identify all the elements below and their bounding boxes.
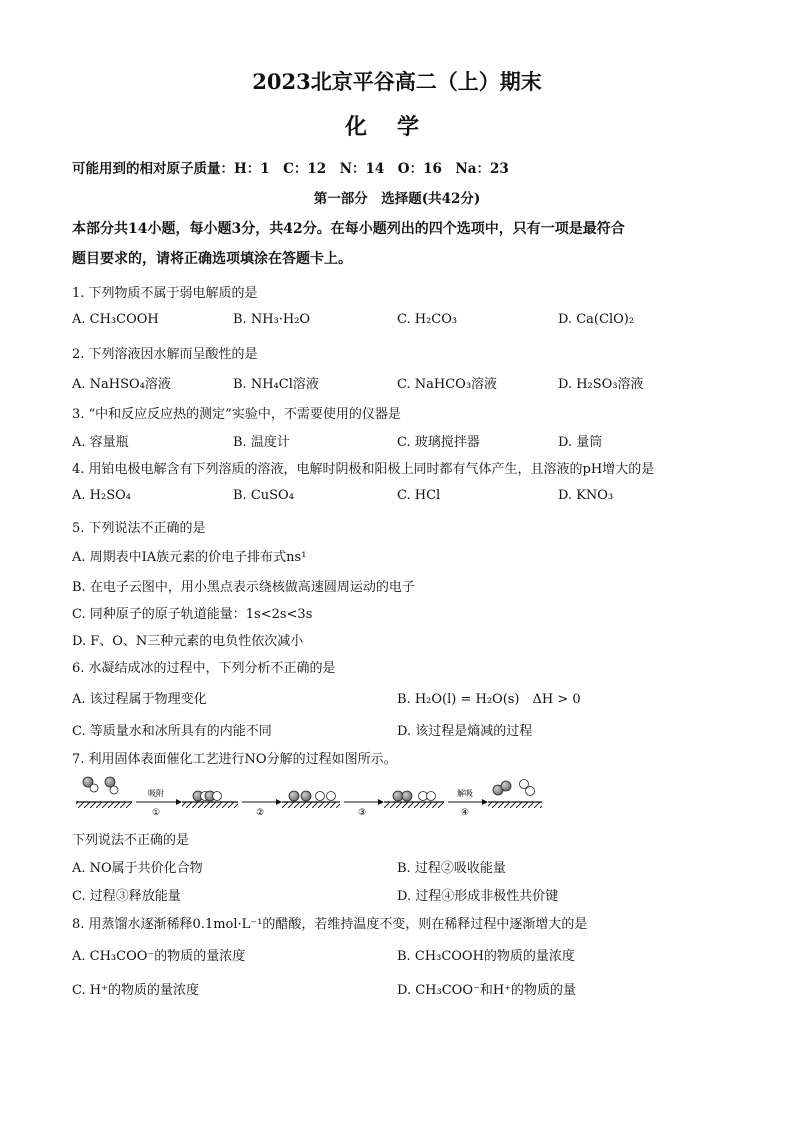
catalyst-surface-3 [282, 802, 340, 808]
question-8-option-b: B. CH₃COOH的物质的量浓度 [397, 949, 575, 964]
page-title: 2023北京平谷高二（上）期末 [252, 69, 542, 94]
question-1-option-d: D. Ca(ClO)₂ [558, 312, 635, 327]
question-1-option-a: A. CH₃COOH [72, 312, 159, 327]
question-7-option-b: B. 过程②吸收能量 [397, 861, 506, 876]
arrow-step-1-label: 吸附 [148, 789, 164, 798]
no-decomposition-diagram [72, 772, 552, 820]
question-3-stem: 3. “中和反应反应热的测定”实验中，不需要使用的仪器是 [72, 407, 401, 422]
question-2-option-d: D. H₂SO₃溶液 [558, 377, 644, 392]
question-3-option-a: A. 容量瓶 [72, 435, 129, 450]
catalyst-surface-2 [182, 802, 238, 808]
question-8-option-a: A. CH₃COO⁻的物质的量浓度 [72, 949, 246, 964]
catalyst-surface-5 [488, 802, 542, 808]
question-2-option-c: C. NaHCO₃溶液 [397, 377, 498, 392]
question-1-stem: 1. 下列物质不属于弱电解质的是 [72, 286, 258, 301]
catalyst-surface-1 [76, 802, 132, 808]
arrow-step-1-number: ① [151, 808, 161, 818]
question-4-option-b: B. CuSO₄ [233, 488, 294, 503]
arrow-step-4-number: ④ [460, 808, 470, 818]
question-5-stem: 5. 下列说法不正确的是 [72, 521, 206, 536]
question-2-option-b: B. NH₄Cl溶液 [233, 377, 319, 392]
question-6-option-c: C. 等质量水和冰所具有的内能不同 [72, 724, 272, 739]
question-6-option-b: B. H₂O(l) = H₂O(s) ΔH > 0 [397, 692, 581, 707]
arrow-step-3-number: ③ [357, 808, 367, 818]
adsorbed-molecules-stage-2 [193, 791, 222, 801]
question-7-option-c: C. 过程③释放能量 [72, 889, 181, 904]
question-5-option-b: B. 在电子云图中，用小黑点表示绕核做高速圆周运动的电子 [72, 580, 415, 595]
question-5-option-a: A. 周期表中IA族元素的价电子排布式ns¹ [72, 550, 307, 565]
arrow-step-4 [448, 788, 488, 818]
question-3-option-c: C. 玻璃搅拌器 [397, 435, 480, 450]
arrow-step-2-number: ② [255, 808, 265, 818]
no-molecules-stage-1 [83, 777, 118, 794]
question-7-option-d: D. 过程④形成非极性共价键 [397, 889, 559, 904]
question-1-option-b: B. NH₃·H₂O [233, 312, 311, 327]
question-4-option-c: C. HCl [397, 488, 441, 503]
question-2-option-a: A. NaHSO₄溶液 [72, 377, 171, 392]
subject-title: 化学 [344, 114, 449, 140]
arrow-step-1 [136, 788, 182, 818]
recombined-molecules-stage-4 [393, 791, 436, 801]
question-1-option-c: C. H₂CO₃ [397, 312, 458, 327]
question-7-stem: 7. 利用固体表面催化工艺进行NO分解的过程如图所示。 [72, 752, 397, 767]
desorbed-molecules-stage-5 [493, 780, 535, 796]
question-7-option-a: A. NO属于共价化合物 [72, 861, 203, 876]
question-2-stem: 2. 下列溶液因水解而呈酸性的是 [72, 347, 258, 362]
question-5-option-d: D. F、O、N三种元素的电负性依次减小 [72, 634, 304, 649]
arrow-step-3 [344, 799, 384, 818]
question-8-option-d: D. CH₃COO⁻和H⁺的物质的量 [397, 983, 577, 998]
question-7-followup: 下列说法不正确的是 [72, 833, 190, 848]
question-3-option-b: B. 温度计 [233, 435, 290, 450]
instructions-line-1: 本部分共14小题，每小题3分，共42分。在每小题列出的四个选项中，只有一项是最符合 [72, 221, 625, 237]
atomic-masses: 可能用到的相对原子质量：H：1 C：12 N：14 O：16 Na：23 [72, 161, 509, 177]
question-4-option-d: D. KNO₃ [558, 488, 614, 503]
dissociated-atoms-stage-3 [289, 791, 336, 801]
question-4-option-a: A. H₂SO₄ [72, 488, 131, 503]
question-3-option-d: D. 量筒 [558, 435, 603, 450]
catalyst-surface-4 [384, 802, 444, 808]
arrow-step-2 [242, 799, 282, 818]
arrow-step-4-label: 解吸 [457, 789, 473, 798]
question-6-option-a: A. 该过程属于物理变化 [72, 692, 207, 707]
question-5-option-c: C. 同种原子的原子轨道能量：1s<2s<3s [72, 607, 313, 622]
question-6-stem: 6. 水凝结成冰的过程中，下列分析不正确的是 [72, 661, 336, 676]
question-8-stem: 8. 用蒸馏水逐渐稀释0.1mol·L⁻¹的醋酸，若维持温度不变，则在稀释过程中逐渐增大的是 [72, 917, 588, 932]
instructions-line-2: 题目要求的，请将正确选项填涂在答题卡上。 [72, 251, 352, 267]
question-6-option-d: D. 该过程是熵减的过程 [397, 724, 533, 739]
question-8-option-c: C. H⁺的物质的量浓度 [72, 983, 199, 998]
section-title: 第一部分 选择题(共42分) [313, 191, 481, 207]
question-4-stem: 4. 用铂电极电解含有下列溶质的溶液，电解时阴极和阳极上同时都有气体产生，且溶液的pH增大的是 [72, 462, 655, 477]
